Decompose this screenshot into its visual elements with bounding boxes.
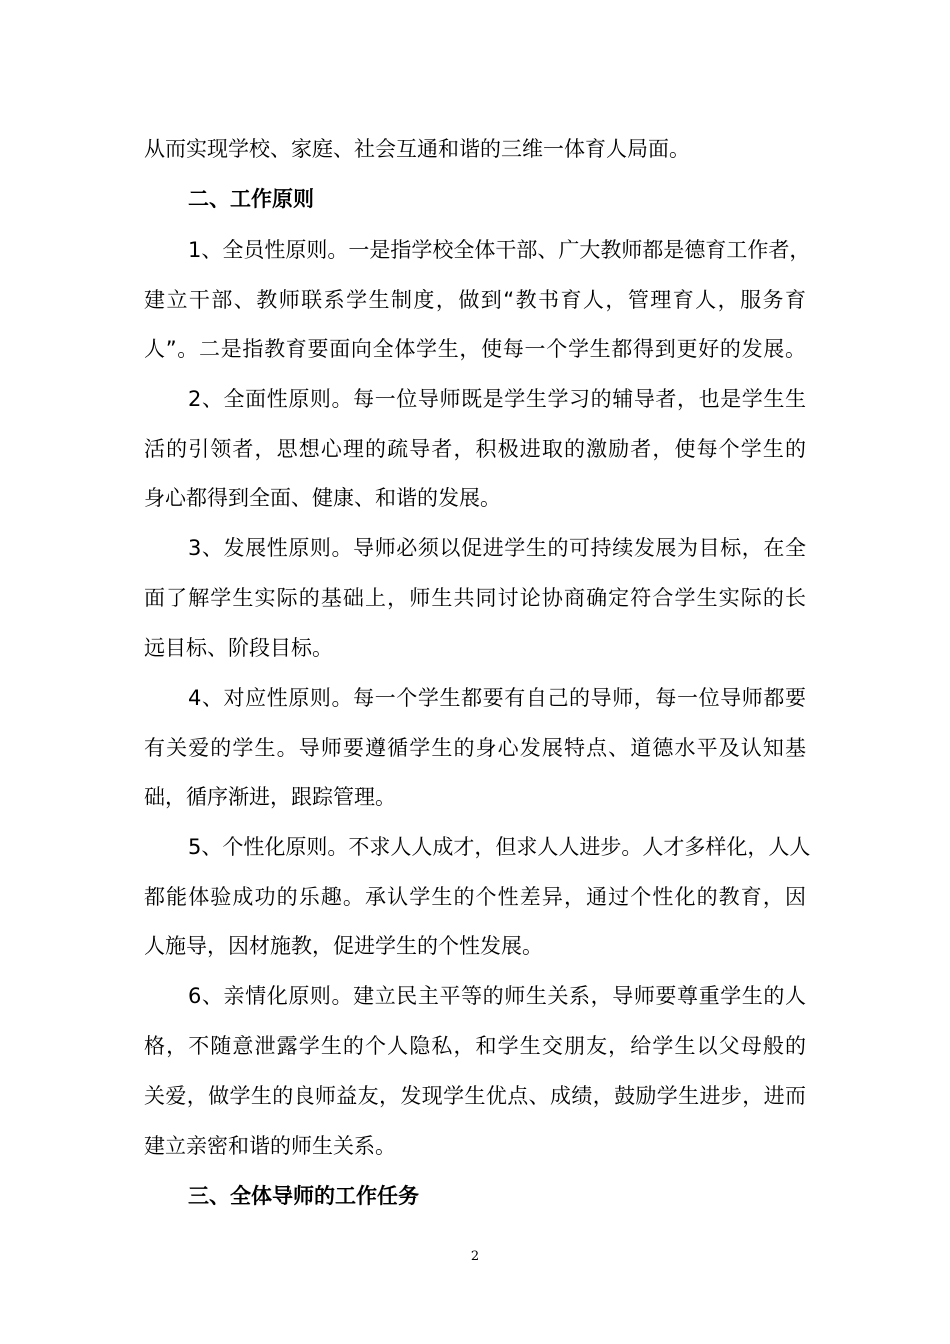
paragraph-line: 格，不随意泄露学生的个人隐私，和学生交朋友，给学生以父母般的 [144, 1034, 806, 1058]
paragraph-line: 建立干部、教师联系学生制度，做到“教书育人，管理育人，服务育 [144, 288, 806, 312]
paragraph-line: 活的引领者，思想心理的疏导者，积极进取的激励者，使每个学生的 [144, 437, 806, 461]
paragraph-line: 面了解学生实际的基础上，师生共同讨论协商确定符合学生实际的长 [144, 586, 806, 610]
paragraph-line: 2、全面性原则。每一位导师既是学生学习的辅导者，也是学生生 [188, 387, 806, 411]
section-heading: 二、工作原则 [188, 187, 314, 211]
paragraph-line: 远目标、阶段目标。 [144, 636, 333, 660]
paragraph-line: 建立亲密和谐的师生关系。 [144, 1134, 396, 1158]
paragraph-line: 有关爱的学生。导师要遵循学生的身心发展特点、道德水平及认知基 [144, 736, 806, 760]
paragraph-line: 4、对应性原则。每一个学生都要有自己的导师，每一位导师都要 [188, 686, 806, 710]
paragraph-line: 关爱，做学生的良师益友，发现学生优点、成绩，鼓励学生进步，进而 [144, 1084, 806, 1108]
section-heading: 三、全体导师的工作任务 [188, 1184, 419, 1208]
paragraph-line: 从而实现学校、家庭、社会互通和谐的三维一体育人局面。 [144, 137, 690, 161]
paragraph-line: 人施导，因材施教，促进学生的个性发展。 [144, 934, 543, 958]
paragraph-line: 3、发展性原则。导师必须以促进学生的可持续发展为目标，在全 [188, 536, 806, 560]
paragraph-line: 都能体验成功的乐趣。承认学生的个性差异，通过个性化的教育，因 [144, 885, 806, 909]
page-number: 2 [470, 1249, 480, 1264]
paragraph-line: 身心都得到全面、健康、和谐的发展。 [144, 486, 501, 510]
paragraph-line: 人”。二是指教育要面向全体学生，使每一个学生都得到更好的发展。 [144, 337, 806, 361]
paragraph-line: 6、亲情化原则。建立民主平等的师生关系，导师要尊重学生的人 [188, 984, 806, 1008]
paragraph-line: 础，循序渐进，跟踪管理。 [144, 785, 396, 809]
paragraph-line: 5、个性化原则。不求人人成才，但求人人进步。人才多样化，人人 [188, 835, 811, 859]
paragraph-line: 1、全员性原则。一是指学校全体干部、广大教师都是德育工作者， [188, 238, 811, 262]
